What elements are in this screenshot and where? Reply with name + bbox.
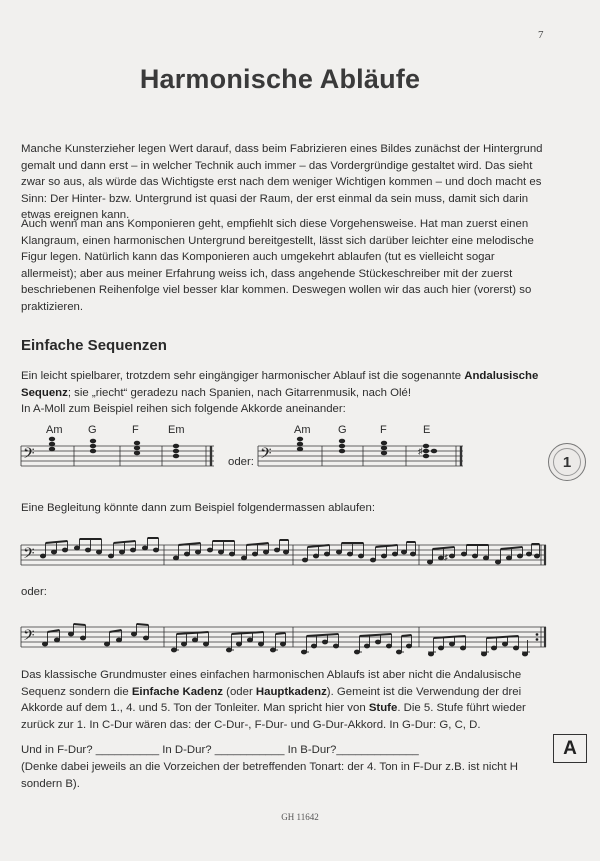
- exercise-line: Und in F-Dur? __________ In D-Dur? ___________ In B-Dur?_____________: [21, 744, 419, 756]
- chord-name: G: [88, 424, 97, 436]
- section-heading: Einfache Sequenzen: [21, 337, 167, 354]
- chord-name: Am: [294, 424, 311, 436]
- intro-paragraph-1: Manche Kunsterzieher legen Wert darauf, dass beim Fabrizieren eines Bildes zunächst der Hintergrund gemalt und dann erst – in welcher Technik auch immer – das Vordergründige gestaltet wird. Das sieht zwar so aus, als würde das Wichtigste erst nach dem weniger Wichtigen kommen – und doch macht es Sinn: Der Hinter- bzw. Untergrund ist quasi der Raum, der erst einmal da sein muss, damit sich darin etwas ereignen kann.: [21, 143, 543, 222]
- bass-clef-icon: 𝄢: [23, 445, 35, 466]
- chord-name: Em: [168, 424, 185, 436]
- cd-track-icon: 1: [548, 443, 586, 481]
- cadence-paragraph: Das klassische Grundmuster eines einfachen harmonischen Ablaufs ist aber nicht die Andalusische Sequenz sondern die Einfache Kadenz (oder Hauptkadenz). Gemeint ist die Verwendung der drei Akkorde auf dem 1., 4. und 5. Ton der Tonleiter. Man spricht hier von Stufe. Die 5. Stufe führt wieder zurück zur 1. In C-Dur wären das: der C-Dur-, F-Dur- und G-Dur-Akkord. In G-Dur: G, C, D.: [21, 669, 526, 731]
- oder-label-1: oder:: [228, 456, 254, 468]
- bass-clef-icon: 𝄢: [260, 445, 272, 466]
- bass-clef-icon: 𝄢: [23, 627, 35, 648]
- svg-text:♯: ♯: [444, 553, 448, 562]
- page-number: 7: [538, 29, 544, 41]
- accompaniment-staff-2: [21, 614, 548, 664]
- stufe-term: Stufe: [368, 702, 398, 715]
- sequence-paragraph: Ein leicht spielbarer, trotzdem sehr eingängiger harmonischer Ablauf ist die sogenannte Andalusische Sequenz; sie „riecht“ geradezu nach Spanien, nach Gitarrenmusik, nach Olé! In A-Moll zum Beispiel reihen sich folgende Akkorde aneinander:: [21, 370, 539, 416]
- footer-code: GH 11642: [281, 812, 319, 822]
- chord-name: F: [380, 424, 387, 436]
- chord-name: F: [132, 424, 139, 436]
- accompaniment-intro: Eine Begleitung könnte dann zum Beispiel folgendermassen ablaufen:: [21, 502, 375, 514]
- andalusian-sequence-term: Andalusische Sequenz: [21, 370, 539, 399]
- oder-label-2: oder:: [21, 586, 47, 598]
- chord-name: G: [338, 424, 347, 436]
- section-badge: A: [553, 734, 587, 763]
- page-title: Harmonische Abläufe: [139, 64, 421, 94]
- accompaniment-staff-1: [21, 532, 548, 582]
- exercise-hint: (Denke dabei jeweils an die Vorzeichen der betreffenden Tonart: der 4. Ton in F-Dur z.B. ist nicht H sondern B).: [21, 761, 519, 790]
- chord-name: Am: [46, 424, 63, 436]
- svg-text:♯: ♯: [418, 446, 423, 456]
- cadence-term: Einfache Kadenz: [131, 685, 223, 698]
- chord-name: E: [423, 424, 431, 436]
- intro-paragraph-2: Auch wenn man ans Komponieren geht, empfiehlt sich diese Vorgehensweise. Hat man zuerst einen Klangraum, einen harmonischen Untergrund bereitgestellt, lässt sich darüber leichter eine melodische Figur legen. Natürlich kann das Komponieren auch umgekehrt ablaufen (tut es vielleicht sogar allermeist); aber aus meiner Erfahrung weiss ich, dass angehende Stückeschreiber mit der zuerst beschriebenen Reihenfolge viel besser klar kommen. Deswegen wollen wir das auch hier (vorerst) so praktizieren.: [21, 218, 534, 313]
- chord-staff-1: [21, 420, 221, 476]
- main-cadence-term: Hauptkadenz: [255, 685, 327, 698]
- bass-clef-icon: 𝄢: [23, 545, 35, 566]
- chord-staff-2: [258, 420, 468, 476]
